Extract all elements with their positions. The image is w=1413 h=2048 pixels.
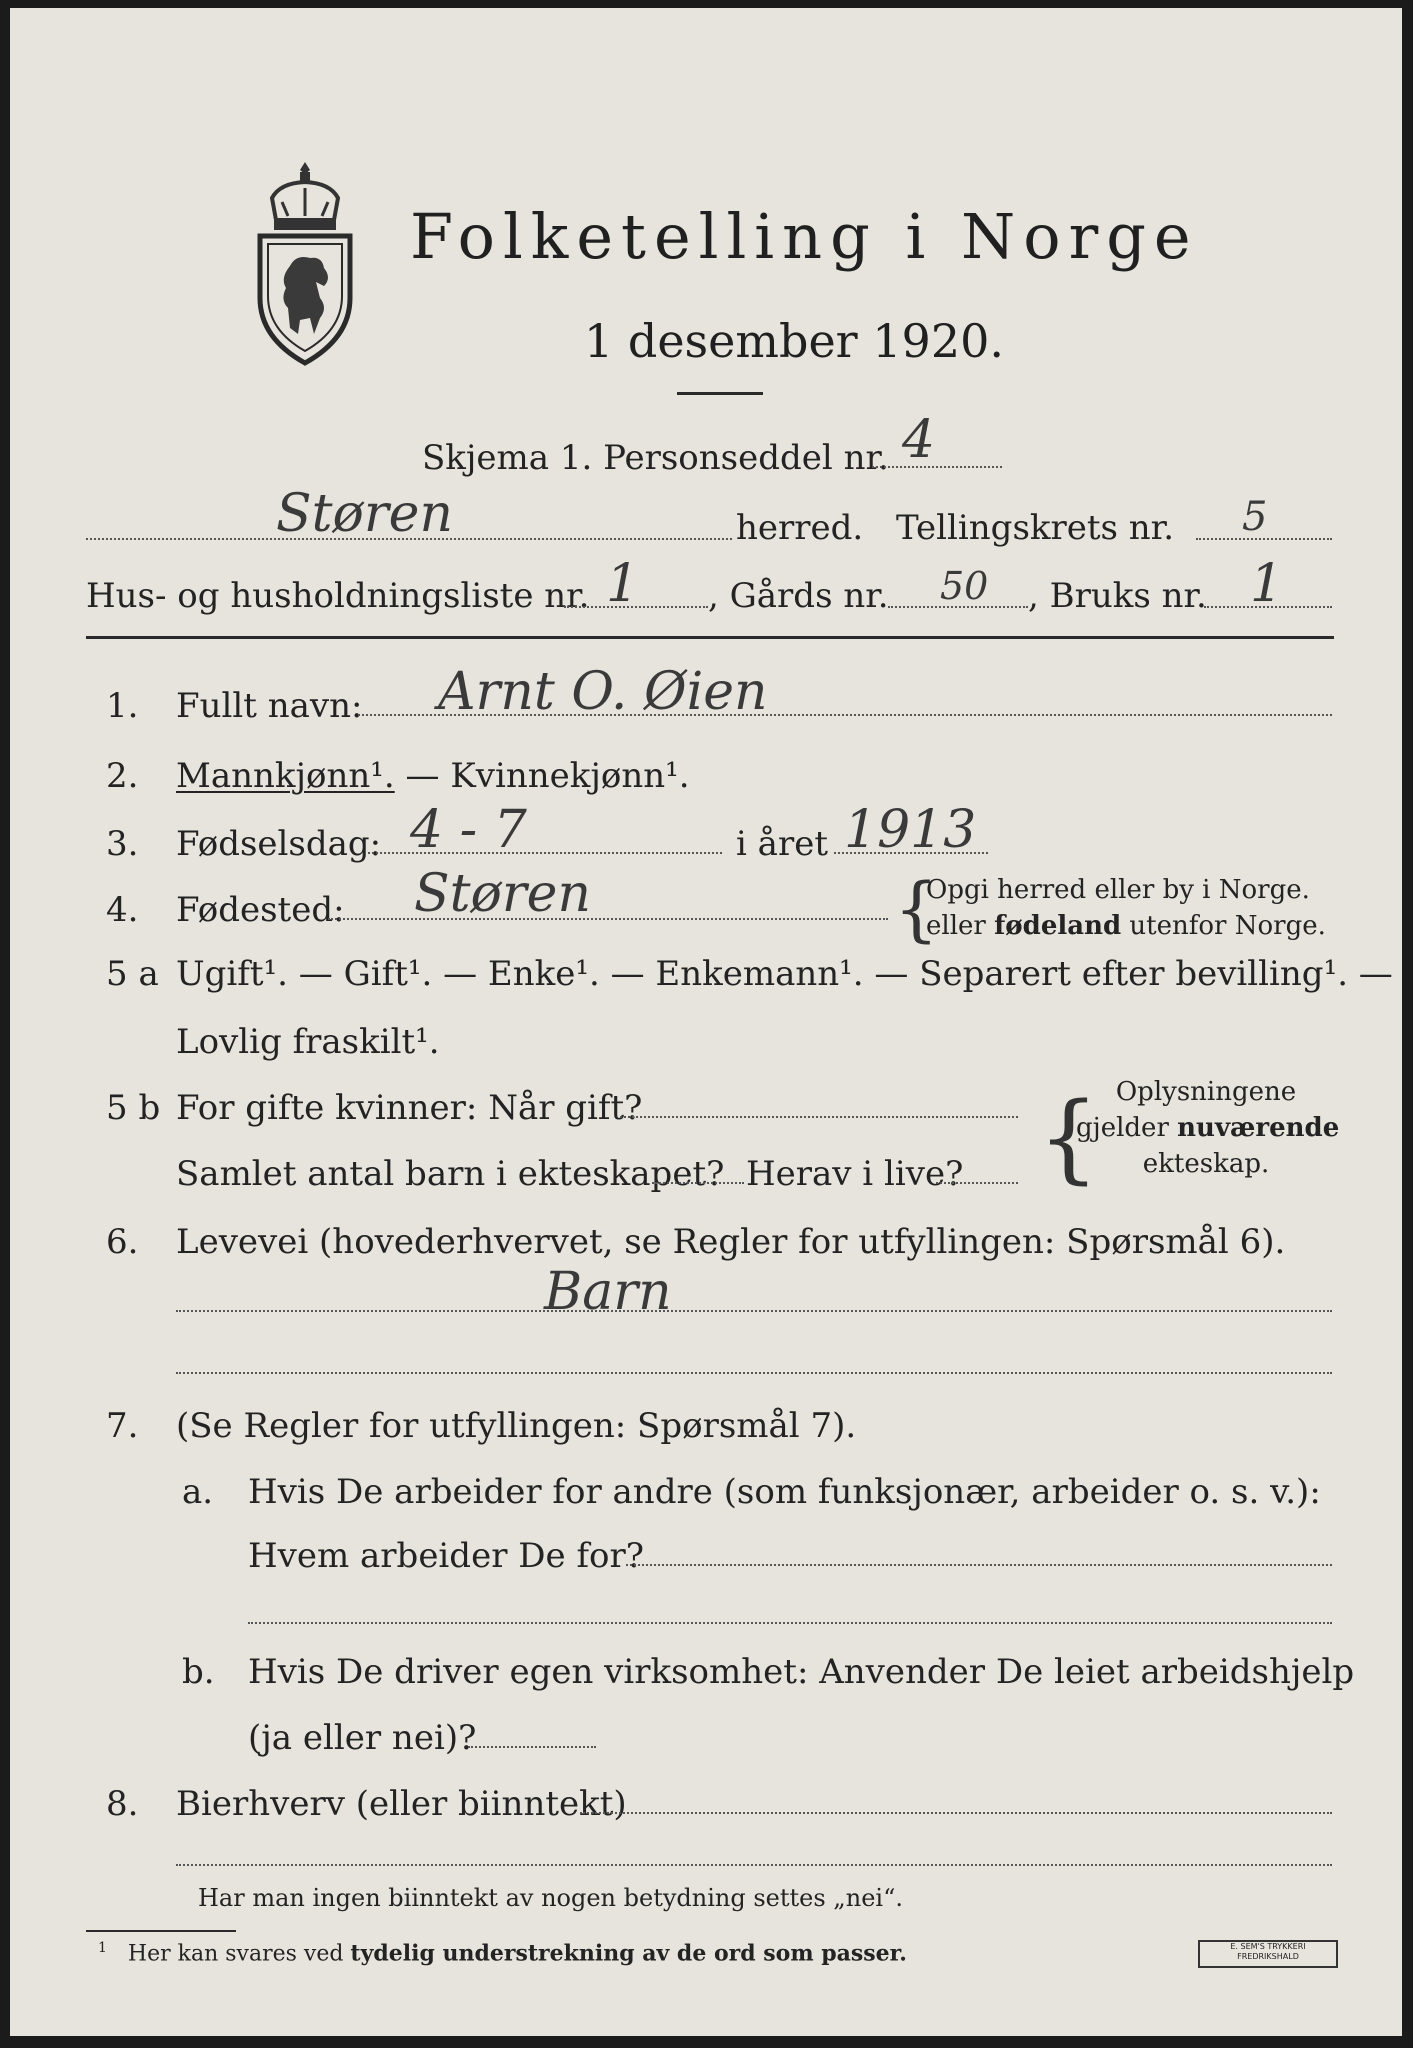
- coat-of-arms-icon: [250, 158, 360, 368]
- q7-label: (Se Regler for utfyllingen: Spørsmål 7).: [176, 1406, 857, 1446]
- bruks-value: 1: [1250, 554, 1284, 614]
- herred-value: Støren: [276, 484, 453, 544]
- footnote: $^1$ Her kan svares ved tydelig understrekning av de ord som passer.: [98, 1940, 907, 1967]
- tellingskrets-value: 5: [1242, 494, 1268, 540]
- tellingskrets-label: Tellingskrets nr.: [896, 508, 1175, 548]
- title-divider: [677, 392, 763, 395]
- q1-label: Fullt navn:: [176, 686, 363, 726]
- q3-number: 3.: [106, 824, 139, 864]
- alive-field[interactable]: [936, 1182, 1018, 1184]
- alive-label: Herav i live?: [746, 1154, 964, 1194]
- q4-number: 4.: [106, 890, 139, 930]
- q7b-line1: Hvis De driver egen virksomhet: Anvender De leiet arbeidshjelp: [248, 1652, 1355, 1692]
- q6-label: Levevei (hovederhvervet, se Regler for utfyllingen: Spørsmål 6).: [176, 1222, 1286, 1262]
- hus-label: Hus- og husholdningsliste nr.: [86, 576, 590, 616]
- married-when-label: For gifte kvinner: Når gift?: [176, 1088, 643, 1128]
- children-label: Samlet antal barn i ekteskapet?: [176, 1154, 725, 1194]
- q7-number: 7.: [106, 1406, 139, 1446]
- married-when-field[interactable]: [620, 1116, 1018, 1118]
- birthday-value: 4 - 7: [410, 800, 527, 860]
- personseddel-nr-field[interactable]: [872, 466, 1002, 468]
- option-kvinnekjonn[interactable]: Kvinnekjønn¹.: [450, 756, 690, 796]
- q6-number: 6.: [106, 1222, 139, 1262]
- birth-year-value: 1913: [844, 800, 977, 860]
- gards-value: 50: [940, 564, 989, 608]
- side-income-field-1[interactable]: [580, 1812, 1332, 1814]
- marital-status-options[interactable]: Ugift¹. — Gift¹. — Enke¹. — Enkemann¹. — Separert efter bevilling¹. —: [176, 954, 1393, 994]
- employer-field-1[interactable]: [626, 1564, 1332, 1566]
- no-income-note: Har man ingen biinntekt av nogen betydning settes „nei“.: [198, 1884, 903, 1912]
- personseddel-nr-value: 4: [902, 410, 936, 470]
- occupation-value: Barn: [544, 1262, 672, 1322]
- q8-number: 8.: [106, 1784, 139, 1824]
- employer-field-2[interactable]: [248, 1622, 1332, 1624]
- occupation-field-1[interactable]: [176, 1310, 1332, 1312]
- option-mannkjonn[interactable]: Mannkjønn¹.: [176, 756, 395, 796]
- full-name-value: Arnt O. Øien: [438, 662, 768, 722]
- q8-label: Bierhverv (eller biinntekt): [176, 1784, 627, 1824]
- q3-label: Fødselsdag:: [176, 824, 382, 864]
- marriage-note: Oplysningene gjelder nuværende ekteskap.: [1076, 1077, 1340, 1179]
- hired-help-field[interactable]: [468, 1746, 596, 1748]
- birthplace-note: Opgi herred eller by i Norge. eller fødeland utenfor Norge.: [926, 875, 1326, 941]
- form-title: Folketelling i Norge: [410, 200, 1199, 273]
- year-label: i året: [736, 824, 828, 864]
- gards-label: , Gårds nr.: [708, 576, 889, 616]
- sex-options: Mannkjønn¹. — Kvinnekjønn¹.: [176, 756, 690, 796]
- q5b-number: 5 b: [106, 1088, 161, 1128]
- hus-value: 1: [606, 554, 640, 614]
- bruks-label: , Bruks nr.: [1028, 576, 1207, 616]
- children-field[interactable]: [652, 1182, 744, 1184]
- birthplace-field[interactable]: [328, 918, 888, 920]
- census-form: [10, 8, 1402, 2036]
- q7a-line2: Hvem arbeider De for?: [248, 1536, 644, 1576]
- q5a-number: 5 a: [106, 954, 159, 994]
- q1-number: 1.: [106, 686, 139, 726]
- printer-stamp: E. SEM'S TRYKKERI FREDRIKSHALD: [1198, 1940, 1338, 1968]
- q7a-line1: Hvis De arbeider for andre (som funksjonær, arbeider o. s. v.):: [248, 1472, 1321, 1512]
- census-date: 1 desember 1920.: [584, 314, 1004, 368]
- side-income-field-2[interactable]: [176, 1864, 1332, 1866]
- q7a-letter: a.: [182, 1472, 214, 1512]
- q4-label: Fødested:: [176, 890, 345, 930]
- birthplace-note-brace: {: [894, 868, 939, 950]
- marriage-note-brace: {: [1038, 1082, 1100, 1194]
- marital-status-divorced[interactable]: Lovlig fraskilt¹.: [176, 1022, 440, 1062]
- occupation-field-2[interactable]: [176, 1372, 1332, 1374]
- birthplace-value: Støren: [414, 864, 591, 924]
- schema-label: Skjema 1. Personseddel nr.: [422, 438, 889, 478]
- q7b-letter: b.: [182, 1652, 215, 1692]
- herred-label: herred.: [736, 508, 864, 548]
- footnote-rule: [86, 1930, 236, 1932]
- header-rule: [86, 636, 1334, 639]
- q2-number: 2.: [106, 756, 139, 796]
- q7b-line2: (ja eller nei)?: [248, 1718, 477, 1758]
